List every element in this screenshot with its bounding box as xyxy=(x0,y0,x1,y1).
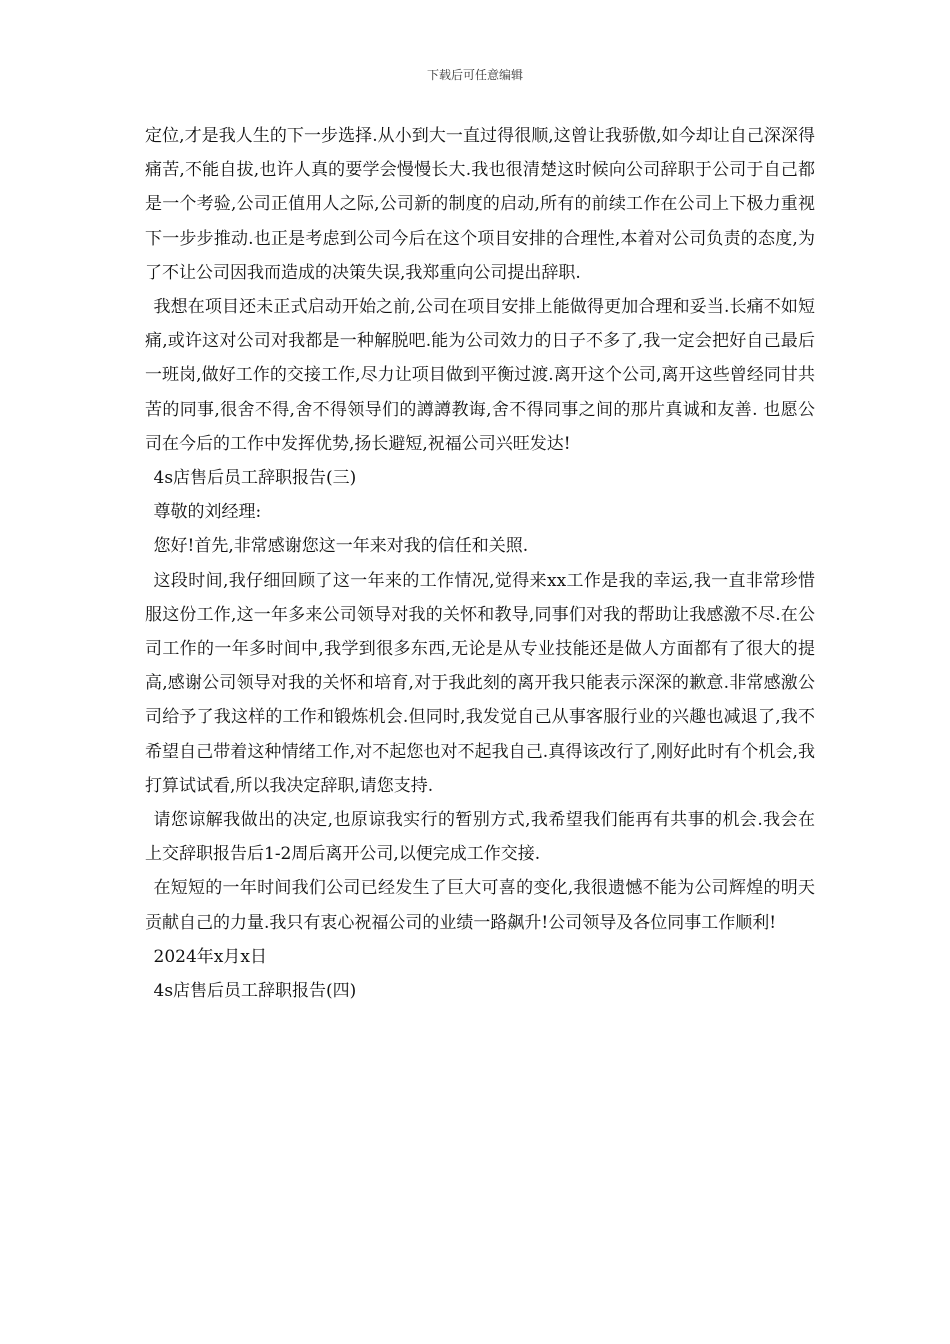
salutation: 尊敬的刘经理: xyxy=(153,502,262,523)
section-title-3: 4s店售后员工辞职报告(三) xyxy=(153,468,357,489)
paragraph-decision: 定位,才是我人生的下一步选择.从小到大一直过得很顺,这曾让我骄傲,如今却让自己深深得痛苦,不能自拔,也许人真的要学会慢慢长大.我也很清楚这时候向公司辞职于公司于自己都是一个考验,公司正值用人之际,公司新的制度的启动,所有的前续工作在公司上下极力重视下一步步推动.也正是考虑到公司今后在这个项目安排的合理性,本着对公司负责的态度,为了不让公司因我而造成的决策失误,我郑重向公司提出辞职. xyxy=(145,126,815,283)
document-body xyxy=(145,119,815,1008)
paragraph-blessing: 在短短的一年时间我们公司已经发生了巨大可喜的变化,我很遗憾不能为公司辉煌的明天贡献自己的力量.我只有衷心祝福公司的业绩一路飙升!公司领导及各位同事工作顺利! xyxy=(145,878,815,933)
paragraph-review: 这段时间,我仔细回顾了这一年来的工作情况,觉得来xx工作是我的幸运,我一直非常珍惜服这份工作,这一年多来公司领导对我的关怀和教导,同事们对我的帮助让我感激不尽.在公司工作的一年多时间中,我学到很多东西,无论是从专业技能还是做人方面都有了很大的提高,感谢公司领导对我的关怀和培育,对于我此刻的离开我只能表示深深的歉意.非常感激公司给予了我这样的工作和锻炼机会.但同时,我发觉自己从事客服行业的兴趣也减退了,我不希望自己带着这种情绪工作,对不起您也对不起我自己.真得该改行了,刚好此时有个机会,我打算试试看,所以我决定辞职,请您支持. xyxy=(145,570,815,796)
header-note: 下载后可任意编辑 xyxy=(426,68,523,82)
section-title-4: 4s店售后员工辞职报告(四) xyxy=(153,981,357,1002)
date-line: 2024年x月x日 xyxy=(153,946,267,967)
paragraph-handover: 我想在项目还未正式启动开始之前,公司在项目安排上能做得更加合理和妥当.长痛不如短痛,或许这对公司对我都是一种解脱吧.能为公司效力的日子不多了,我一定会把好自己最后一班岗,做好工作的交接工作,尽力让项目做到平衡过渡.离开这个公司,离开这些曾经同甘共苦的同事,很舍不得,舍不得领导们的譐譐教诲,舍不得同事之间的那片真诚和友善. 也愿公司在今后的工作中发挥优势,扬长避短,祝福公司兴旺发达! xyxy=(145,297,815,454)
greeting: 您好!首先,非常感谢您这一年来对我的信任和关照. xyxy=(153,536,529,557)
paragraph-understanding: 请您谅解我做出的决定,也原谅我实行的暂别方式,我希望我们能再有共事的机会.我会在上交辞职报告后1-2周后离开公司,以便完成工作交接. xyxy=(145,810,815,865)
